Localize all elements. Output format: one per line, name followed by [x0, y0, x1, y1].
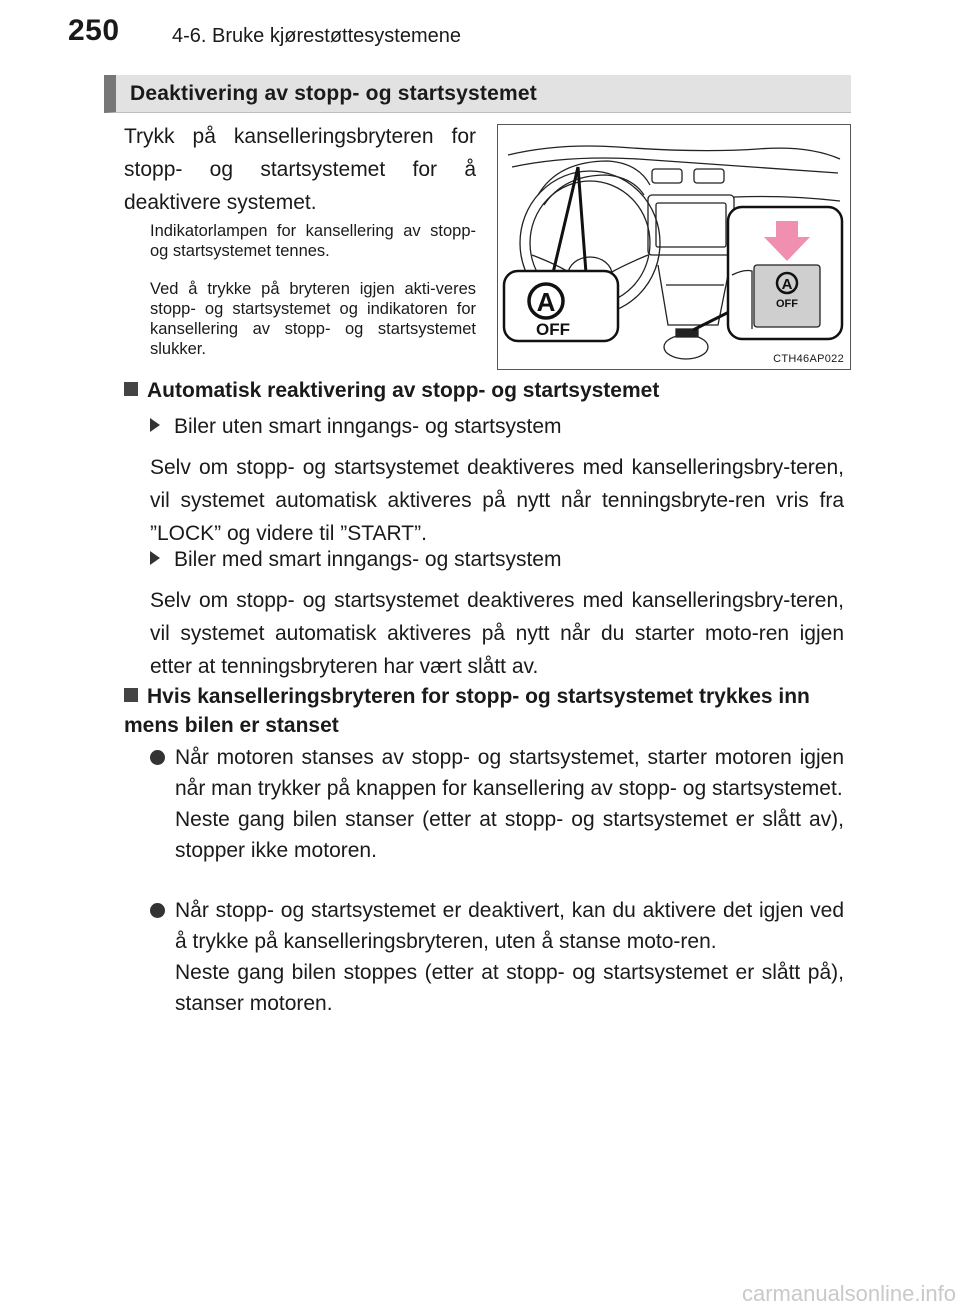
watermark: carmanualsonline.info	[741, 1281, 956, 1306]
switch-letter: A	[781, 276, 793, 293]
section-title: Deaktivering av stopp- og startsystemet	[130, 82, 537, 105]
note-press-again: Ved å trykke på bryteren igjen akti-veres stopp- og startsystemet og indikatoren for kansellering av stopp- og startsystemet slukker.	[150, 280, 476, 358]
intro-text: Trykk på kanselleringsbryteren for stopp- og startsystemet for å deaktivere systemet.	[124, 125, 476, 214]
square-bullet-icon	[124, 382, 138, 396]
bullet-note: Neste gang bilen stanser (etter at stopp- og startsystemet er slått av), stopper ikke motoren.	[175, 808, 844, 862]
page-number: 250	[68, 14, 120, 47]
subheading-with-smart-entry: Biler med smart inngangs- og startsystem	[150, 545, 561, 574]
triangle-bullet-icon	[150, 551, 160, 565]
triangle-bullet-icon	[150, 418, 160, 432]
text-with-smart-entry: Selv om stopp- og startsystemet deaktiveres med kanselleringsbry-teren, vil systemet automatisk aktiveres på nytt når du starter moto-ren igjen etter at tenningsbryteren har vært slått av.	[150, 589, 844, 678]
text-without-smart-entry: Selv om stopp- og startsystemet deaktiveres med kanselleringsbry-teren, vil systemet automatisk aktiveres på nytt når tenningsbryte-ren vris fra ”LOCK” og videre til ”START”.	[150, 456, 844, 545]
figure-code: CTH46AP022	[773, 353, 844, 365]
heading-auto-reactivation: Automatisk reaktivering av stopp- og startsystemet	[124, 376, 851, 405]
dashboard-illustration	[497, 124, 851, 370]
section-header-bar	[104, 75, 851, 113]
square-bullet-icon	[124, 688, 138, 702]
note-indicator-lamp: Indikatorlampen for kansellering av stopp- og startsystemet tennes.	[150, 222, 476, 260]
bullet-note: Neste gang bilen stoppes (etter at stopp- og startsystemet er slått på), stanser motoren.	[175, 961, 844, 1015]
list-item	[150, 895, 844, 1019]
circle-bullet-icon	[150, 903, 165, 918]
circle-bullet-icon	[150, 750, 165, 765]
indicator-off-label: OFF	[536, 320, 570, 339]
chapter-title: 4-6. Bruke kjørestøttesystemene	[172, 25, 461, 47]
bullet-text: Når stopp- og startsystemet er deaktivert, kan du aktivere det igjen ved å trykke på kanselleringsbryteren, uten å stanse moto-ren.	[175, 899, 844, 953]
heading-press-while-stopped: Hvis kanselleringsbryteren for stopp- og startsystemet trykkes inn mens bilen er stanset	[124, 685, 810, 737]
bullet-text: Når motoren stanses av stopp- og startsystemet, starter motoren igjen når man trykker på knappen for kansellering av stopp- og startsystemet.	[175, 746, 844, 800]
list-item	[150, 742, 844, 866]
dashboard-drawing	[498, 125, 849, 368]
subheading-without-smart-entry: Biler uten smart inngangs- og startsystem	[150, 412, 562, 441]
switch-off-label: OFF	[776, 298, 798, 310]
indicator-letter: A	[536, 287, 556, 317]
